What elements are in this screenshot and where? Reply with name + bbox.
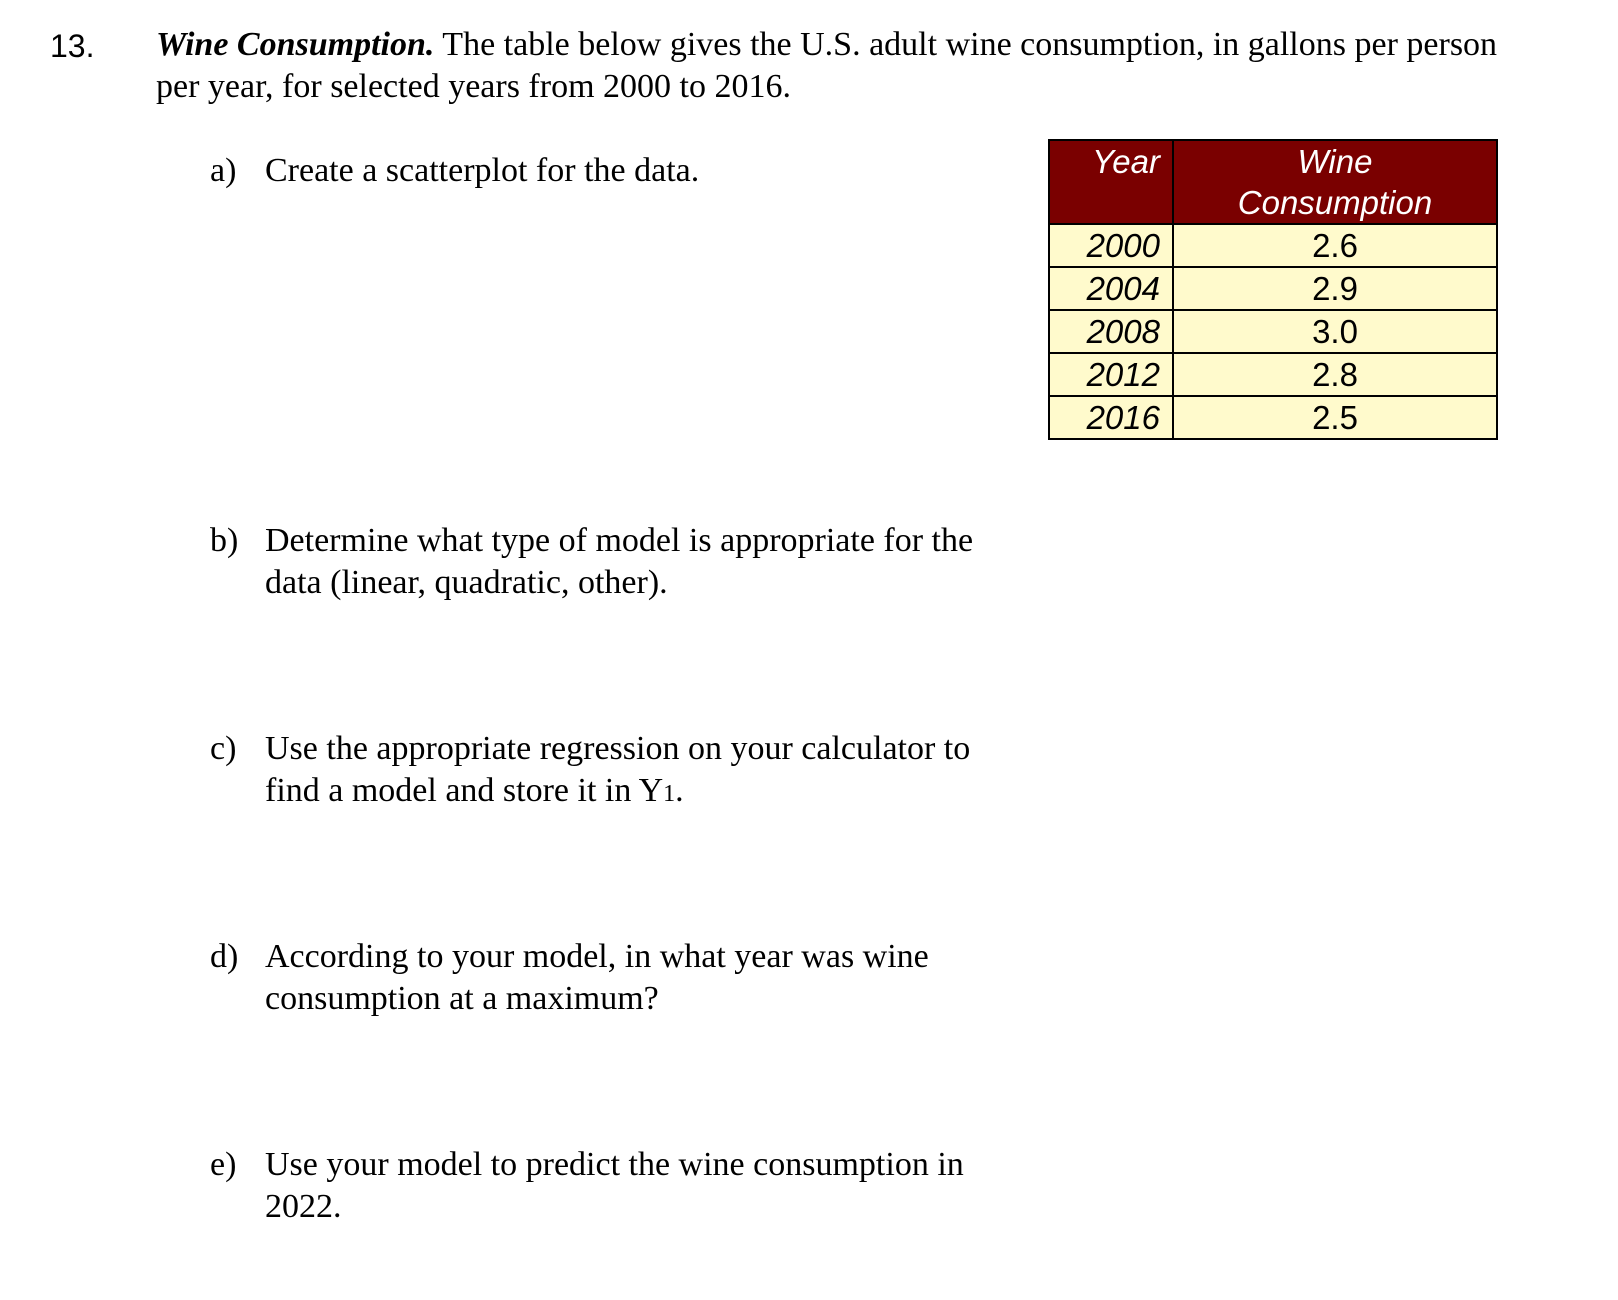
part-text: According to your model, in what year was wine consumption at a maximum? [265,938,929,1017]
table-row [1049,353,1497,396]
year-cell: 2004 [1049,267,1173,310]
table-header-row [1049,140,1497,224]
part-text-wrapper [265,728,1030,815]
table-row [1049,267,1497,310]
table-row [1049,224,1497,267]
header-wine-consumption [1173,140,1497,224]
problem-title: Wine Consumption. [156,26,435,63]
value-cell: 2.5 [1173,396,1497,439]
part-text: Use the appropriate regression on your calculator to find a model and store it in Y [265,730,971,809]
table-row [1049,396,1497,439]
table-row [1049,310,1497,353]
part-text: Determine what type of model is appropriate for the data (linear, quadratic, other). [265,522,974,601]
value-cell: 2.9 [1173,267,1497,310]
year-cell: 2008 [1049,310,1173,353]
part-b [210,520,1030,604]
part-c [210,728,1030,815]
part-text: Use your model to predict the wine consumption in 2022. [265,1146,964,1225]
year-cell: 2012 [1049,353,1173,396]
subscript: 1 [663,781,676,807]
value-cell: 2.6 [1173,224,1497,267]
part-letter: c) [210,730,237,767]
part-text-end: . [675,772,684,809]
wine-consumption-table [1048,139,1498,440]
year-cell: 2000 [1049,224,1173,267]
part-letter: d) [210,938,239,975]
year-cell: 2016 [1049,396,1173,439]
part-d [210,936,1030,1020]
problem-intro [156,24,1516,108]
part-letter: a) [210,152,237,189]
value-cell: 3.0 [1173,310,1497,353]
part-e [210,1144,1030,1228]
part-letter: e) [210,1146,237,1183]
part-a [210,150,910,192]
part-letter: b) [210,522,239,559]
header-wine-line2: Consumption [1237,184,1433,221]
part-text: Create a scatterplot for the data. [265,152,700,189]
problem-intro-text: The table below gives the U.S. adult wine consumption, in gallons per person per year, for selected years from 2000 to 2016. [156,26,1498,105]
value-cell: 2.8 [1173,353,1497,396]
header-year: Year [1049,140,1173,224]
problem-number: 13. [50,28,95,64]
header-wine-line1: Wine [1297,143,1373,180]
